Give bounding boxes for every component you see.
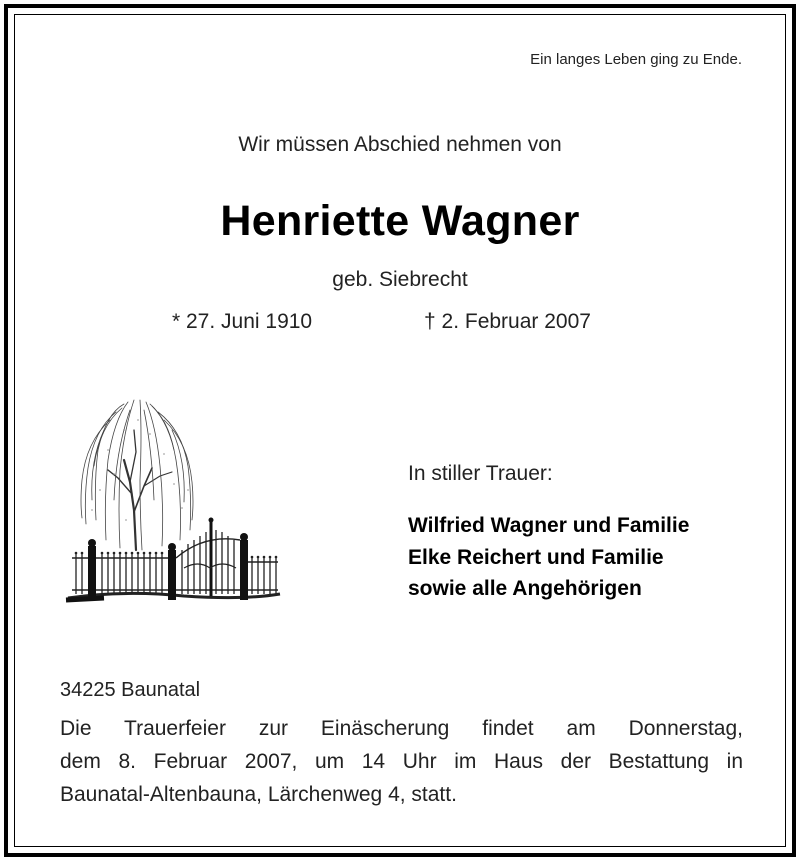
motto: Ein langes Leben ging zu Ende. (530, 51, 742, 68)
birth-name: geb. Siebrecht (332, 268, 468, 291)
willow-gate-illustration (64, 390, 286, 610)
mourner-line: sowie alle Angehörigen (408, 577, 642, 600)
ceremony-line: dem 8. Februar 2007, um 14 Uhr im Haus der Bestattung in (60, 750, 743, 773)
mourner-line: Wilfried Wagner und Familie (408, 514, 690, 537)
willow-gate-drawing (64, 390, 286, 610)
death-date: † 2. Februar 2007 (424, 310, 591, 333)
mourning-heading: In stiller Trauer: (408, 462, 553, 485)
birth-date: * 27. Juni 1910 (172, 310, 313, 333)
mourner-line: Elke Reichert und Familie (408, 545, 664, 569)
intro-text: Wir müssen Abschied nehmen von (238, 133, 562, 156)
ceremony-notice (60, 712, 743, 811)
deceased-name: Henriette Wagner (220, 197, 580, 245)
ceremony-line: Die Trauerfeier zur Einäscherung findet am Donnerstag, (60, 717, 743, 740)
ceremony-line: Baunatal-Altenbauna, Lärchenweg 4, statt. (60, 783, 457, 806)
mourners-list (408, 510, 689, 605)
address: 34225 Baunatal (60, 679, 201, 701)
